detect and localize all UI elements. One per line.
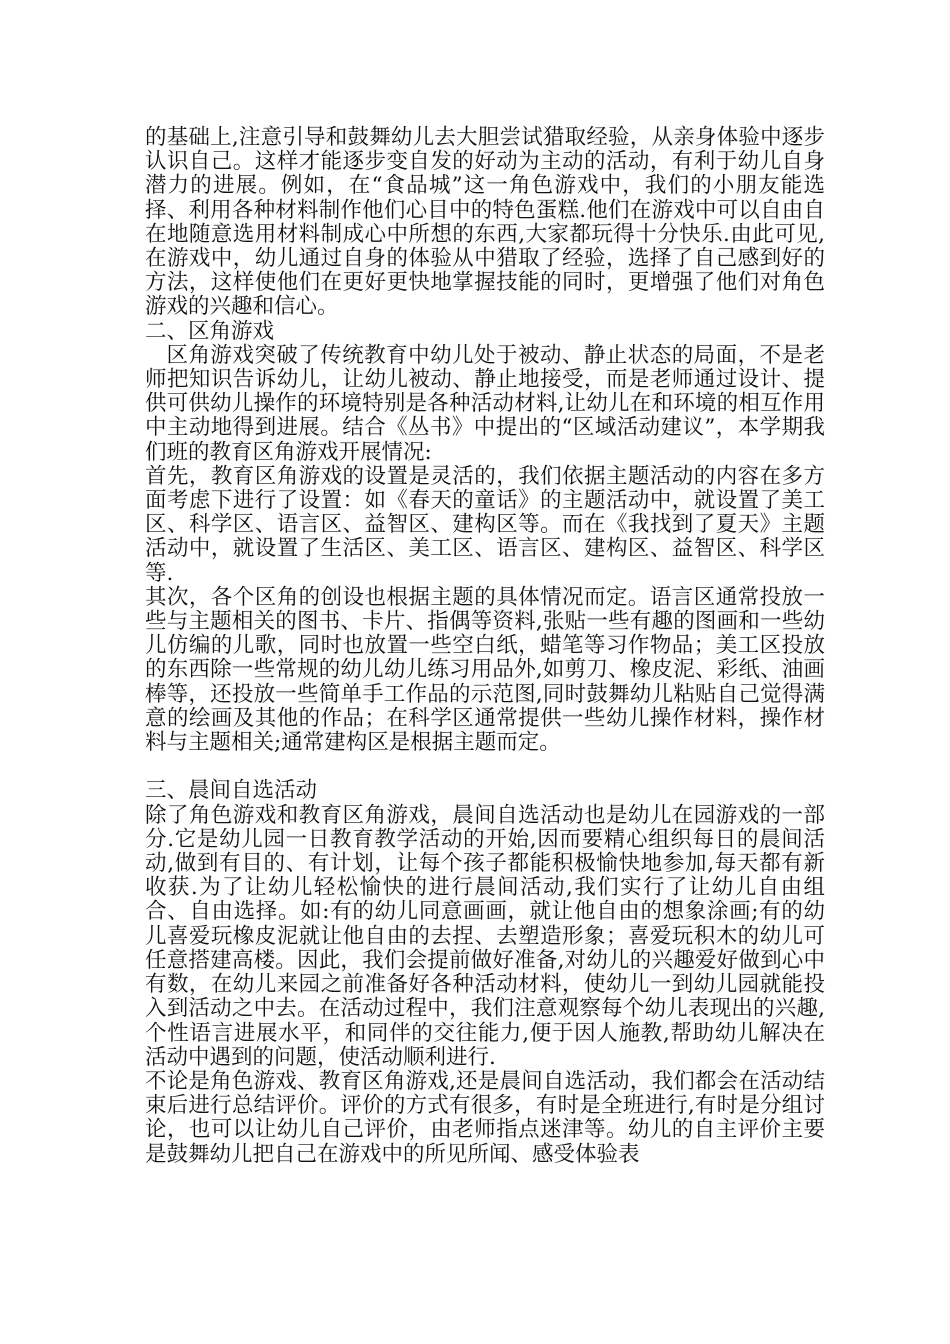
paragraph-area-games-intro: 区角游戏突破了传统教育中幼儿处于被动、静止状态的局面，不是老师把知识告诉幼儿，让幼儿被动、静止地接受，而是老师通过设计、提供可供幼儿操作的环境特别是各种活动材料,让幼儿在和环境的相互作用中主动地得到进展。结合《丛书》中提出的“区域活动建议”，本学期我们班的教育区角游戏开展情况:	[145, 342, 825, 465]
blank-line	[145, 755, 825, 779]
section-heading-area-games: 二、区角游戏	[145, 318, 275, 344]
paragraph-area-setup: 首先，教育区角游戏的设置是灵活的，我们依据主题活动的内容在多方面考虑下进行了设置：如《春天的童话》的主题活动中，就设置了美工区、科学区、语言区、益智区、建构区等。而在《我找到了夏天》主题活动中，就设置了生活区、美工区、语言区、建构区、益智区、科学区等.	[145, 463, 825, 586]
document-page	[145, 126, 825, 1167]
paragraph-area-materials: 其次，各个区角的创设也根据主题的具体情况而定。语言区通常投放一些与主题相关的图书、卡片、指偶等资料,张贴一些有趣的图画和一些幼儿仿编的儿歌，同时也放置一些空白纸，蜡笔等习作物品；美工区投放的东西除一些常规的幼儿幼儿练习用品外,如剪刀、橡皮泥、彩纸、油画棒等，还投放一些简单手工作品的示范图,同时鼓舞幼儿粘贴自己觉得满意的绘画及其他的作品；在科学区通常提供一些幼儿操作材料，操作材料与主题相关;通常建构区是根据主题而定。	[145, 584, 825, 756]
paragraph-role-play-conclusion: 的基础上,注意引导和鼓舞幼儿去大胆尝试猎取经验，从亲身体验中逐步认识自己。这样才能逐步变自发的好动为主动的活动，有利于幼儿自身潜力的进展。例如，在“食品城”这一角色游戏中，我们的小朋友能选择、利用各种材料制作他们心目中的特色蛋糕.他们在游戏中可以自由自在地随意选用材料制成心中所想的东西,大家都玩得十分快乐.由此可见,在游戏中，幼儿通过自身的体验从中猎取了经验，选择了自己感到好的方法，这样使他们在更好更快地掌握技能的同时，更增强了他们对角色游戏的兴趣和信心。	[145, 125, 825, 320]
paragraph-morning-activities: 除了角色游戏和教育区角游戏，晨间自选活动也是幼儿在园游戏的一部分.它是幼儿园一日教育教学活动的开始,因而要精心组织每日的晨间活动,做到有目的、有计划，让每个孩子都能积极愉快地参加,每天都有新收获.为了让幼儿轻松愉快的进行晨间活动,我们实行了让幼儿自由组合、自由选择。如:有的幼儿同意画画，就让他自由的想象涂画;有的幼儿喜爱玩橡皮泥就让他自由的去捏、去塑造形象；喜爱玩积木的幼儿可任意搭建高楼。因此，我们会提前做好准备,对幼儿的兴趣爱好做到心中有数，在幼儿来园之前准备好各种活动材料，使幼儿一到幼儿园就能投入到活动之中去。在活动过程中，我们注意观察每个幼儿表现出的兴趣,个性语言进展水平，和同伴的交往能力,便于因人施教,帮助幼儿解决在活动中遇到的问题，使活动顺利进行.	[145, 802, 825, 1070]
section-heading-morning-activities: 三、晨间自选活动	[145, 778, 318, 804]
paragraph-evaluation: 不论是角色游戏、教育区角游戏,还是晨间自选活动，我们都会在活动结束后进行总结评价。评价的方式有很多，有时是全班进行,有时是分组讨论，也可以让幼儿自己评价，由老师指点迷津等。幼儿的自主评价主要是鼓舞幼儿把自己在游戏中的所见所闻、感受体验表	[145, 1068, 825, 1167]
